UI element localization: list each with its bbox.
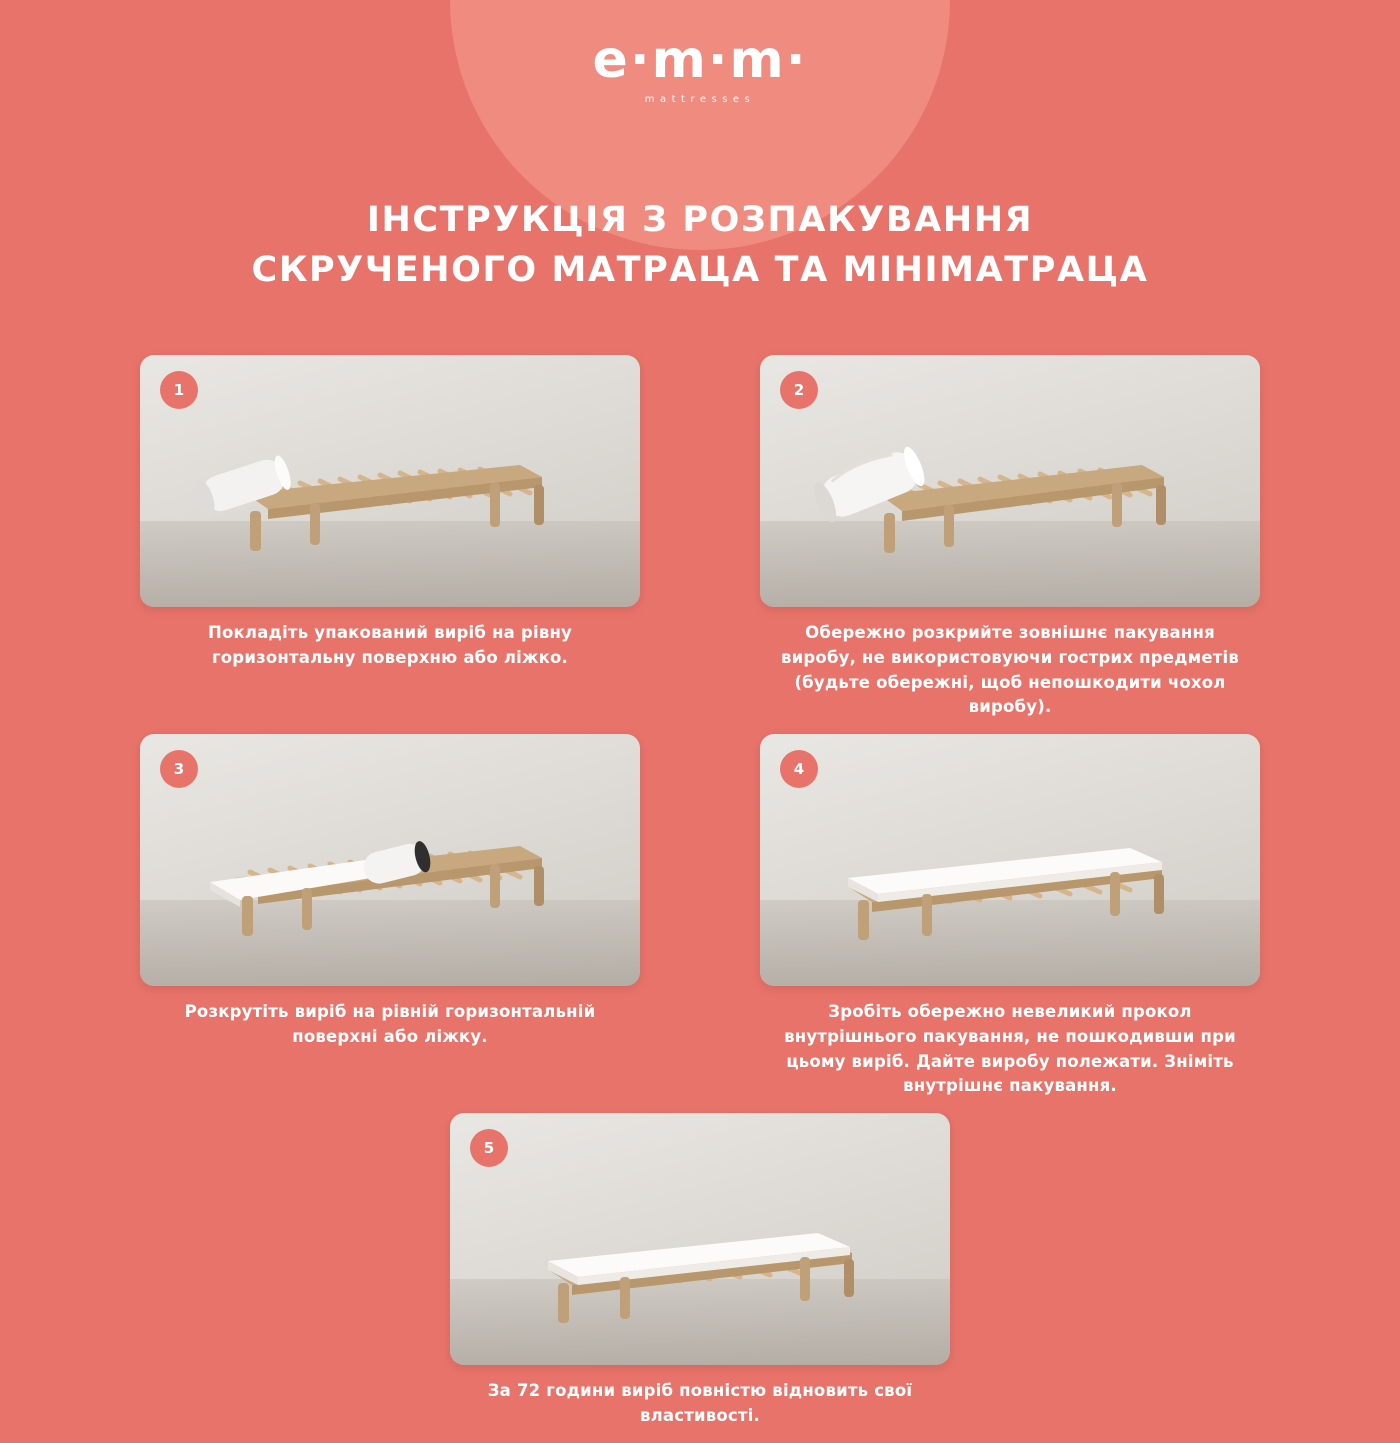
step-1 (140, 355, 640, 720)
page-title-line-1: ІНСТРУКЦІЯ З РОЗПАКУВАННЯ (366, 200, 1034, 240)
steps-row-1 (140, 355, 1260, 720)
page-title-line-2: СКРУЧЕНОГО МАТРАЦА ТА МІНІМАТРАЦА (251, 249, 1149, 290)
step-2-photo (760, 355, 1260, 607)
step-4-number-badge: 4 (780, 750, 818, 788)
step-2 (760, 355, 1260, 720)
bed-frame-illustration (500, 1217, 900, 1337)
step-5-number-badge: 5 (470, 1129, 508, 1167)
brand-logo (540, 30, 860, 105)
step-3-photo (140, 734, 640, 986)
step-3 (140, 734, 640, 1099)
step-4 (760, 734, 1260, 1099)
step-5-photo (450, 1113, 950, 1365)
logo-tagline: mattresses (644, 94, 756, 105)
rolled-mattress-icon (190, 451, 300, 521)
steps-container (0, 355, 1400, 1443)
logo-wordmark: e·m·m· (592, 30, 808, 90)
bed-frame-illustration (190, 838, 590, 958)
step-1-photo (140, 355, 640, 607)
step-4-photo (760, 734, 1260, 986)
step-3-number-badge: 3 (160, 750, 198, 788)
page-title (0, 196, 1400, 295)
step-3-caption: Розкрутіть виріб на рівній горизонтальній поверхні або ліжку. (184, 1002, 596, 1046)
bed-frame-illustration (810, 838, 1210, 958)
step-5-caption: За 72 години виріб повністю відновить свої властивості. (487, 1381, 913, 1425)
steps-row-3 (140, 1113, 1260, 1429)
step-2-number-badge: 2 (780, 371, 818, 409)
step-4-caption: Зробіть обережно невеликий прокол внутрішнього пакування, не пошкодивши при цьому виріб. Дайте виробу полежати. Зніміть внутрішнє пакування. (784, 1002, 1236, 1096)
step-1-number-badge: 1 (160, 371, 198, 409)
step-1-caption: Покладіть упакований виріб на рівну горизонтальну поверхню або ліжко. (207, 623, 573, 667)
step-5 (450, 1113, 950, 1429)
steps-row-2 (140, 734, 1260, 1099)
opened-package-icon (806, 445, 936, 525)
step-2-caption: Обережно розкрийте зовнішнє пакування виробу, не використовуючи гострих предметів (будьте обережні, щоб непошкодити чохол виробу). (781, 623, 1239, 717)
